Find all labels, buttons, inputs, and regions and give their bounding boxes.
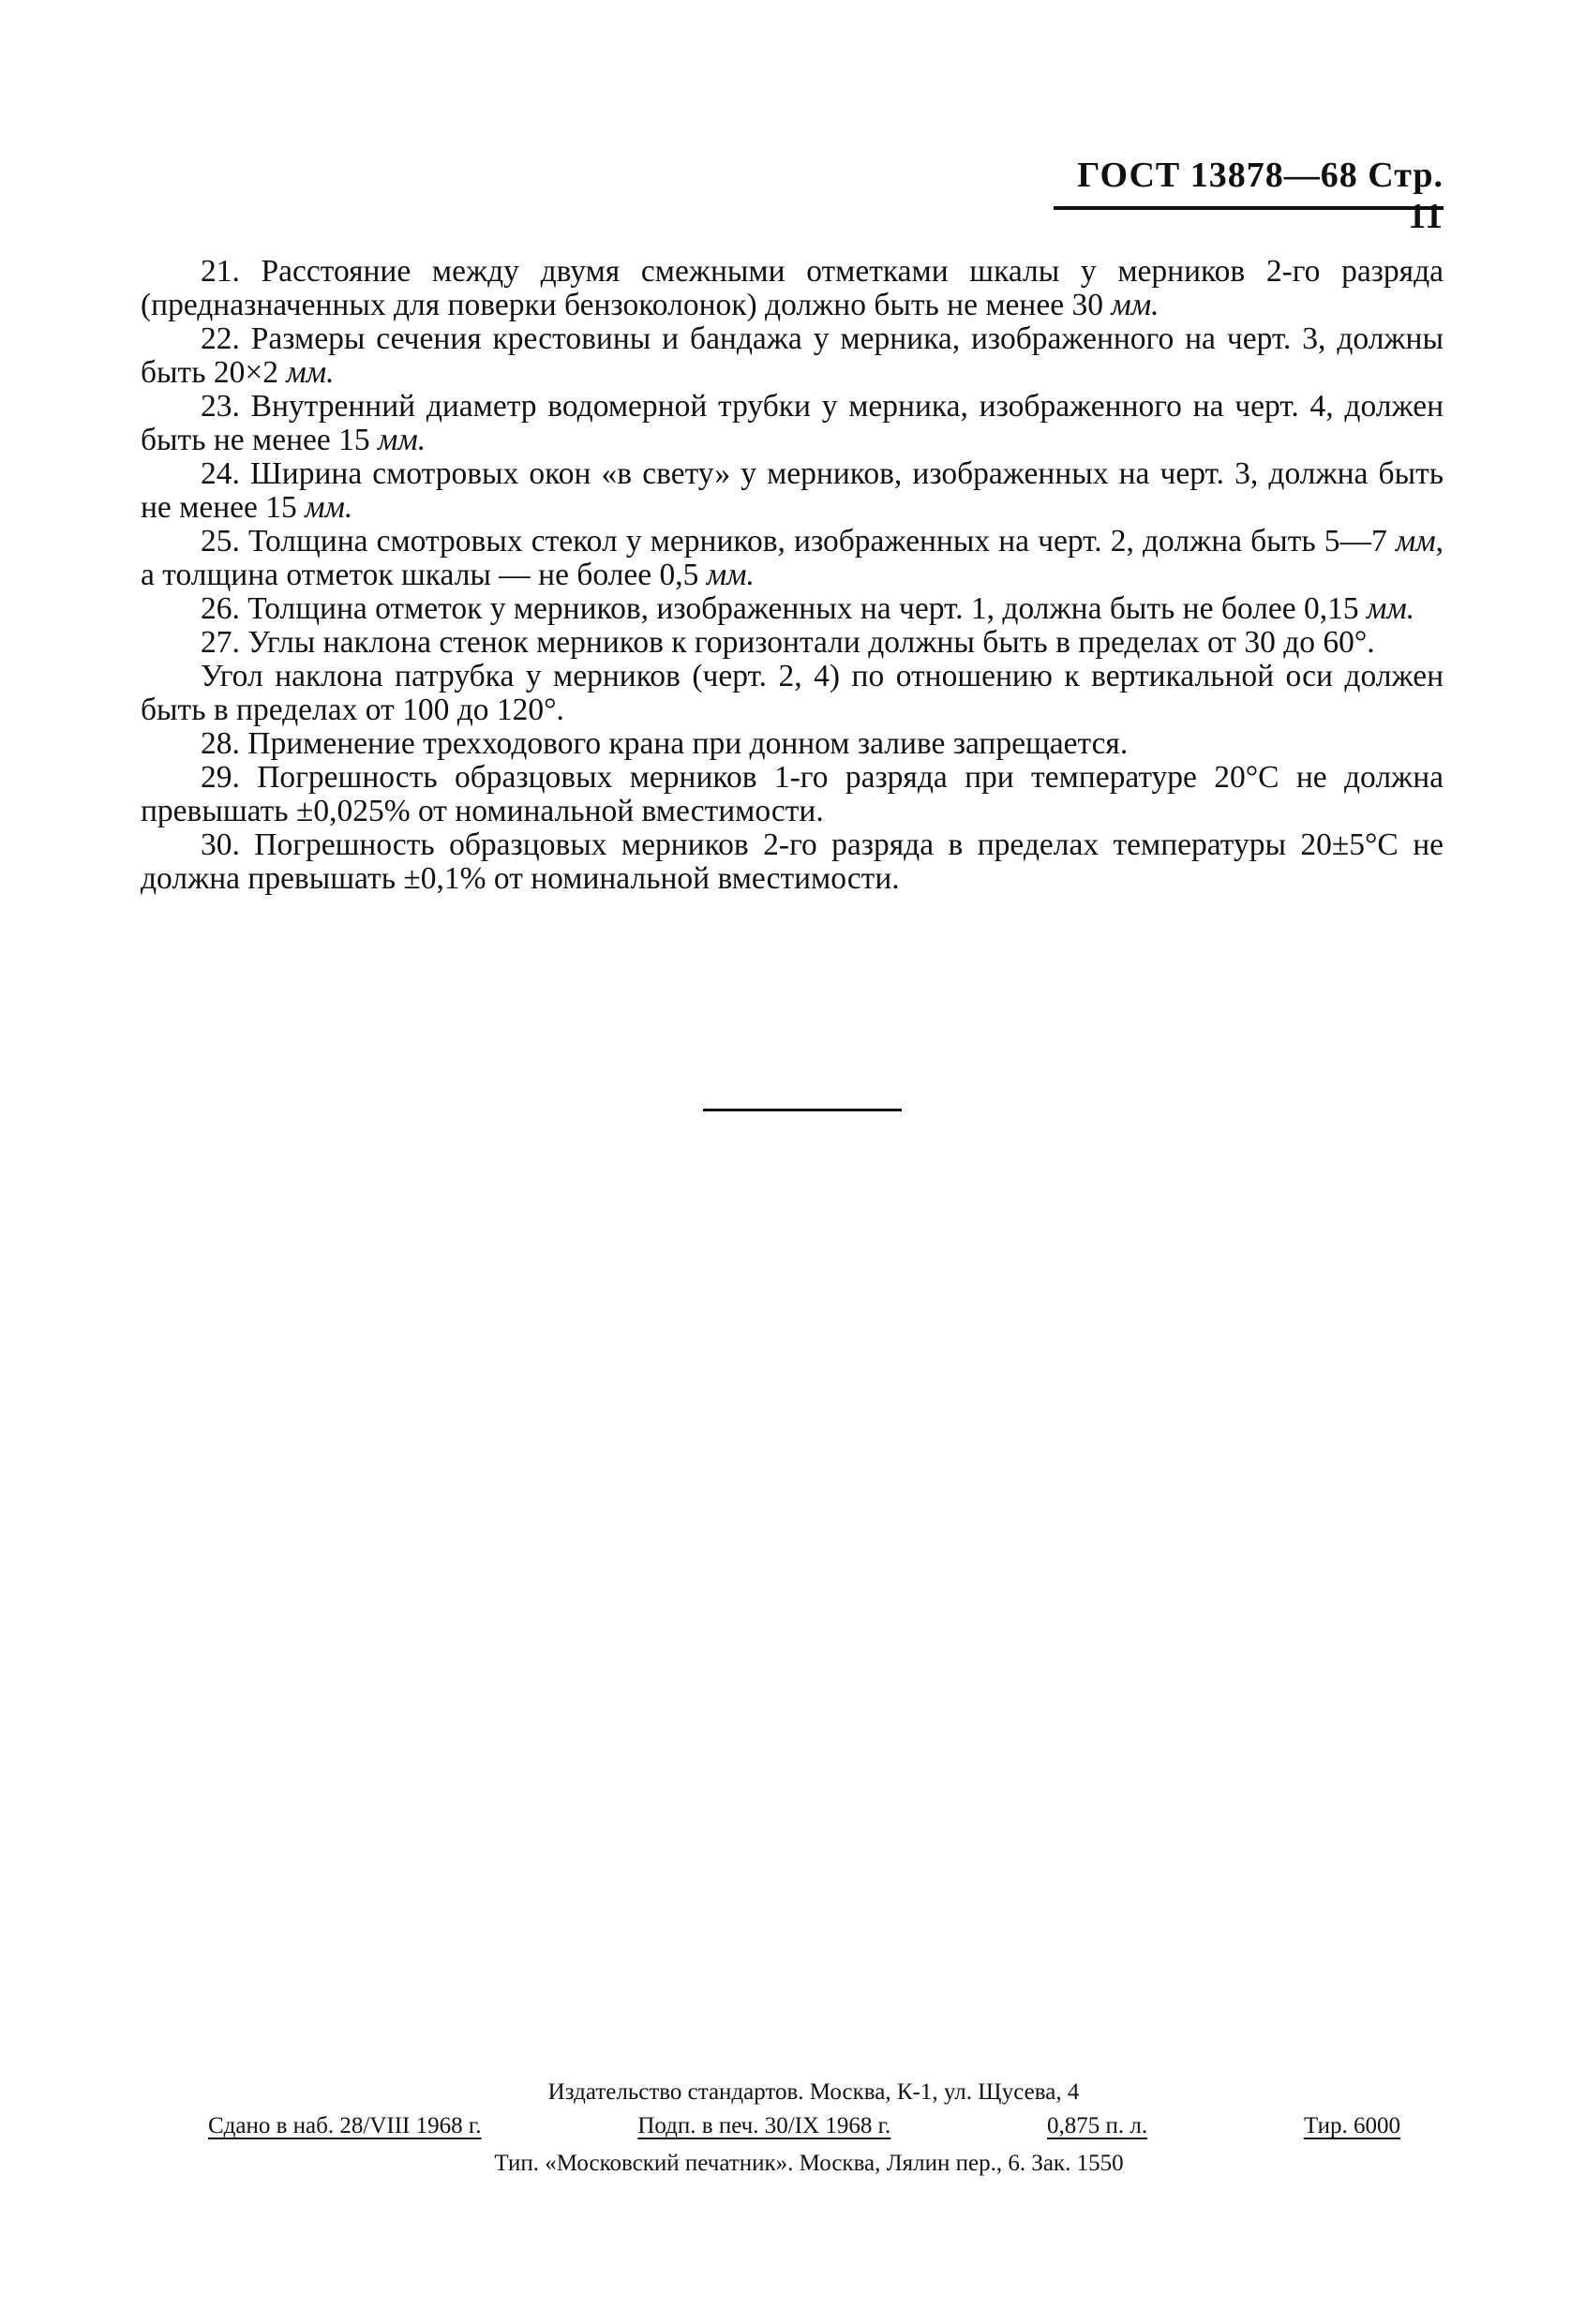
paragraph-28: 28. Применение трехходового крана при донном заливе запрещается. (201, 726, 1129, 761)
print-run: Тир. 6000 (1303, 2113, 1400, 2138)
paragraph-21: 21. Расстояние между двумя смежными отметками шкалы у мерников 2-го разряда (предназначенных для поверки бензоколонок) должно быть не менее 30 мм. (141, 254, 1444, 322)
document-body (141, 255, 1444, 896)
paragraph-26: 26. Толщина отметок у мерников, изображенных на черт. 1, должна быть не более 0,15 мм. (201, 591, 1415, 626)
paragraph-29: 29. Погрешность образцовых мерников 1-го разряда при температуре 20°С не должна превышать ±0,025% от номинальной вместимости. (141, 760, 1444, 828)
print-sheets: 0,875 п. л. (1047, 2113, 1148, 2138)
standard-number: ГОСТ 13878—68 (1077, 156, 1358, 195)
header-rule (1054, 206, 1444, 210)
publisher-line: Издательство стандартов. Москва, К-1, ул. Щусева, 4 (547, 2079, 1080, 2105)
imprint (208, 2078, 1400, 2178)
submitted-date: Сдано в наб. 28/VIII 1968 г. (208, 2113, 482, 2138)
print-details-line (208, 2112, 1400, 2140)
paragraph-22: 22. Размеры сечения крестовины и бандажа у мерника, изображенного на черт. 3, должны быть 20×2 мм. (141, 321, 1444, 390)
printer-line: Тип. «Московский печатник». Москва, Лялин пер., 6. Зак. 1550 (494, 2151, 1124, 2176)
paragraph-24: 24. Ширина смотровых окон «в свету» у мерников, изображенных на черт. 3, должна быть не менее 15 мм. (141, 456, 1444, 525)
paragraph-27-angle: Угол наклона патрубка у мерников (черт. 2, 4) по отношению к вертикальной оси должен быть в пределах от 100 до 120°. (141, 659, 1444, 727)
signed-date: Подп. в печ. 30/IX 1968 г. (637, 2113, 891, 2138)
end-of-text-rule (703, 1109, 902, 1111)
paragraph-27: 27. Углы наклона стенок мерников к горизонтали должны быть в пределах от 30 до 60°. (201, 625, 1375, 660)
paragraph-30: 30. Погрешность образцовых мерников 2-го разряда в пределах температуры 20±5°С не должна превышать ±0,1% от номинальной вместимости. (141, 827, 1444, 896)
paragraph-25: 25. Толщина смотровых стекол у мерников, изображенных на черт. 2, должна быть 5—7 мм, а толщина отметок шкалы — не более 0,5 мм. (141, 524, 1444, 592)
page-header (1050, 155, 1444, 237)
paragraph-23: 23. Внутренний диаметр водомерной трубки у мерника, изображенного на черт. 4, должен быть не менее 15 мм. (141, 389, 1444, 457)
page-number: Стр. 11 (1368, 156, 1444, 236)
